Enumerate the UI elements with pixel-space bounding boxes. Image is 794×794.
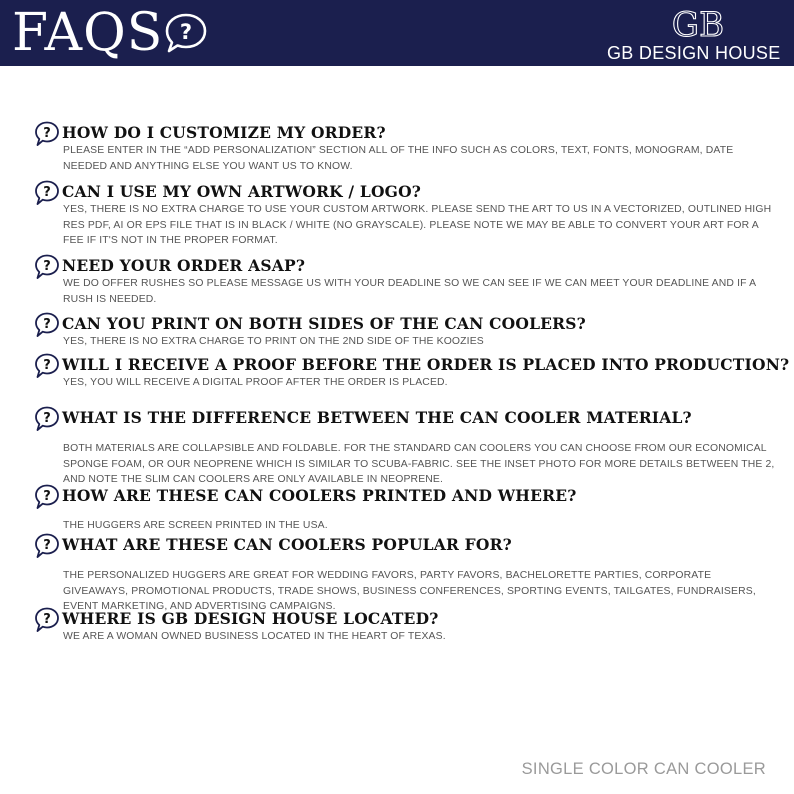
speech-bubble-question-icon xyxy=(164,12,208,54)
footer-caption: SINGLE COLOR CAN COOLER xyxy=(521,760,766,778)
brand-monogram: GB xyxy=(671,5,725,45)
faq-answer: PLEASE ENTER IN THE “ADD PERSONALIZATION” SECTION ALL OF THE INFO SUCH AS COLORS, TEXT, FONTS, MONOGRAM, DATE NEEDED AND ANYTHING ELSE YOU WANT US TO KNOW. xyxy=(63,145,734,172)
speech-bubble-question-icon xyxy=(34,483,60,511)
svg-text:?: ? xyxy=(43,126,51,141)
faq-answer: YES, THERE IS NO EXTRA CHARGE TO PRINT ON THE 2ND SIDE OF THE KOOZIES xyxy=(63,336,484,347)
svg-text:?: ? xyxy=(43,538,51,553)
svg-text:?: ? xyxy=(43,358,51,373)
brand-name: GB DESIGN HOUSE xyxy=(607,43,781,63)
speech-bubble-question-icon xyxy=(34,311,60,339)
faq-question: HOW ARE THESE CAN COOLERS PRINTED AND WHERE? xyxy=(62,486,577,505)
svg-text:?: ? xyxy=(43,259,51,274)
svg-text:?: ? xyxy=(43,185,51,200)
speech-bubble-question-icon xyxy=(34,405,60,433)
faq-question: CAN YOU PRINT ON BOTH SIDES OF THE CAN COOLERS? xyxy=(62,314,586,333)
faq-question: WILL I RECEIVE A PROOF BEFORE THE ORDER IS PLACED INTO PRODUCTION? xyxy=(62,355,790,374)
svg-text:?: ? xyxy=(43,489,51,504)
svg-text:?: ? xyxy=(179,20,193,44)
speech-bubble-question-icon xyxy=(34,606,60,634)
svg-text:?: ? xyxy=(43,411,51,426)
faq-answer: WE DO OFFER RUSHES SO PLEASE MESSAGE US WITH YOUR DEADLINE SO WE CAN SEE IF WE CAN MEET YOUR DEADLINE AND IF A RUSH IS NEEDED. xyxy=(63,278,756,305)
faq-question: WHAT IS THE DIFFERENCE BETWEEN THE CAN COOLER MATERIAL? xyxy=(62,408,692,427)
faq-answer: BOTH MATERIALS ARE COLLAPSIBLE AND FOLDABLE. FOR THE STANDARD CAN COOLERS YOU CAN CHOOSE FROM OUR ECONOMICAL SPONGE FOAM, OR OUR NEOPRENE WHICH IS SIMILAR TO SCUBA-FABRIC. SEE THE INSET PHOTO FOR MORE DETAILS BETWEEN THE 2, AND NOTE THE SLIM CAN COOLERS ARE ONLY AVAILABLE IN NEOPRENE. xyxy=(63,443,775,485)
speech-bubble-question-icon xyxy=(34,532,60,560)
faq-answer: THE HUGGERS ARE SCREEN PRINTED IN THE USA. xyxy=(63,520,328,531)
faq-question: WHAT ARE THESE CAN COOLERS POPULAR FOR? xyxy=(62,535,512,554)
brand-logo xyxy=(671,3,725,45)
faq-answer: YES, YOU WILL RECEIVE A DIGITAL PROOF AFTER THE ORDER IS PLACED. xyxy=(63,377,448,388)
faq-question: HOW DO I CUSTOMIZE MY ORDER? xyxy=(62,123,386,142)
svg-text:?: ? xyxy=(43,317,51,332)
speech-bubble-question-icon xyxy=(34,120,60,148)
faq-question: NEED YOUR ORDER ASAP? xyxy=(62,256,306,275)
page-title: FAQS xyxy=(12,3,164,63)
faq-question: WHERE IS GB DESIGN HOUSE LOCATED? xyxy=(62,609,439,628)
faq-question: CAN I USE MY OWN ARTWORK / LOGO? xyxy=(62,182,422,201)
faq-answer: YES, THERE IS NO EXTRA CHARGE TO USE YOUR CUSTOM ARTWORK. PLEASE SEND THE ART TO US IN A VECTORIZED, OUTLINED HIGH RES PDF, AI OR EPS FILE THAT IS IN BLACK / WHITE (NO GRAYSCALE). PLEASE NOTE WE MAY BE ABLE TO CONVERT YOUR ART FOR A FEE IF IT'S NOT IN THE PROPER FORMAT. xyxy=(63,204,772,246)
speech-bubble-question-icon xyxy=(34,352,60,380)
speech-bubble-question-icon xyxy=(34,179,60,207)
monogram-logo xyxy=(671,3,725,45)
faq-answer: THE PERSONALIZED HUGGERS ARE GREAT FOR WEDDING FAVORS, PARTY FAVORS, BACHELORETTE PARTIES, CORPORATE GIVEAWAYS, PROMOTIONAL PRODUCTS, TRADE SHOWS, BUSINESS CONFERENCES, SPORTING EVENTS, TAILGATES, FUNDRAISERS, EVENT MARKETING, AND ADVERTISING CAMPAIGNS. xyxy=(63,570,756,612)
faq-answer: WE ARE A WOMAN OWNED BUSINESS LOCATED IN THE HEART OF TEXAS. xyxy=(63,631,446,642)
speech-bubble-question-icon xyxy=(34,253,60,281)
header-banner xyxy=(0,0,794,66)
svg-text:?: ? xyxy=(43,612,51,627)
